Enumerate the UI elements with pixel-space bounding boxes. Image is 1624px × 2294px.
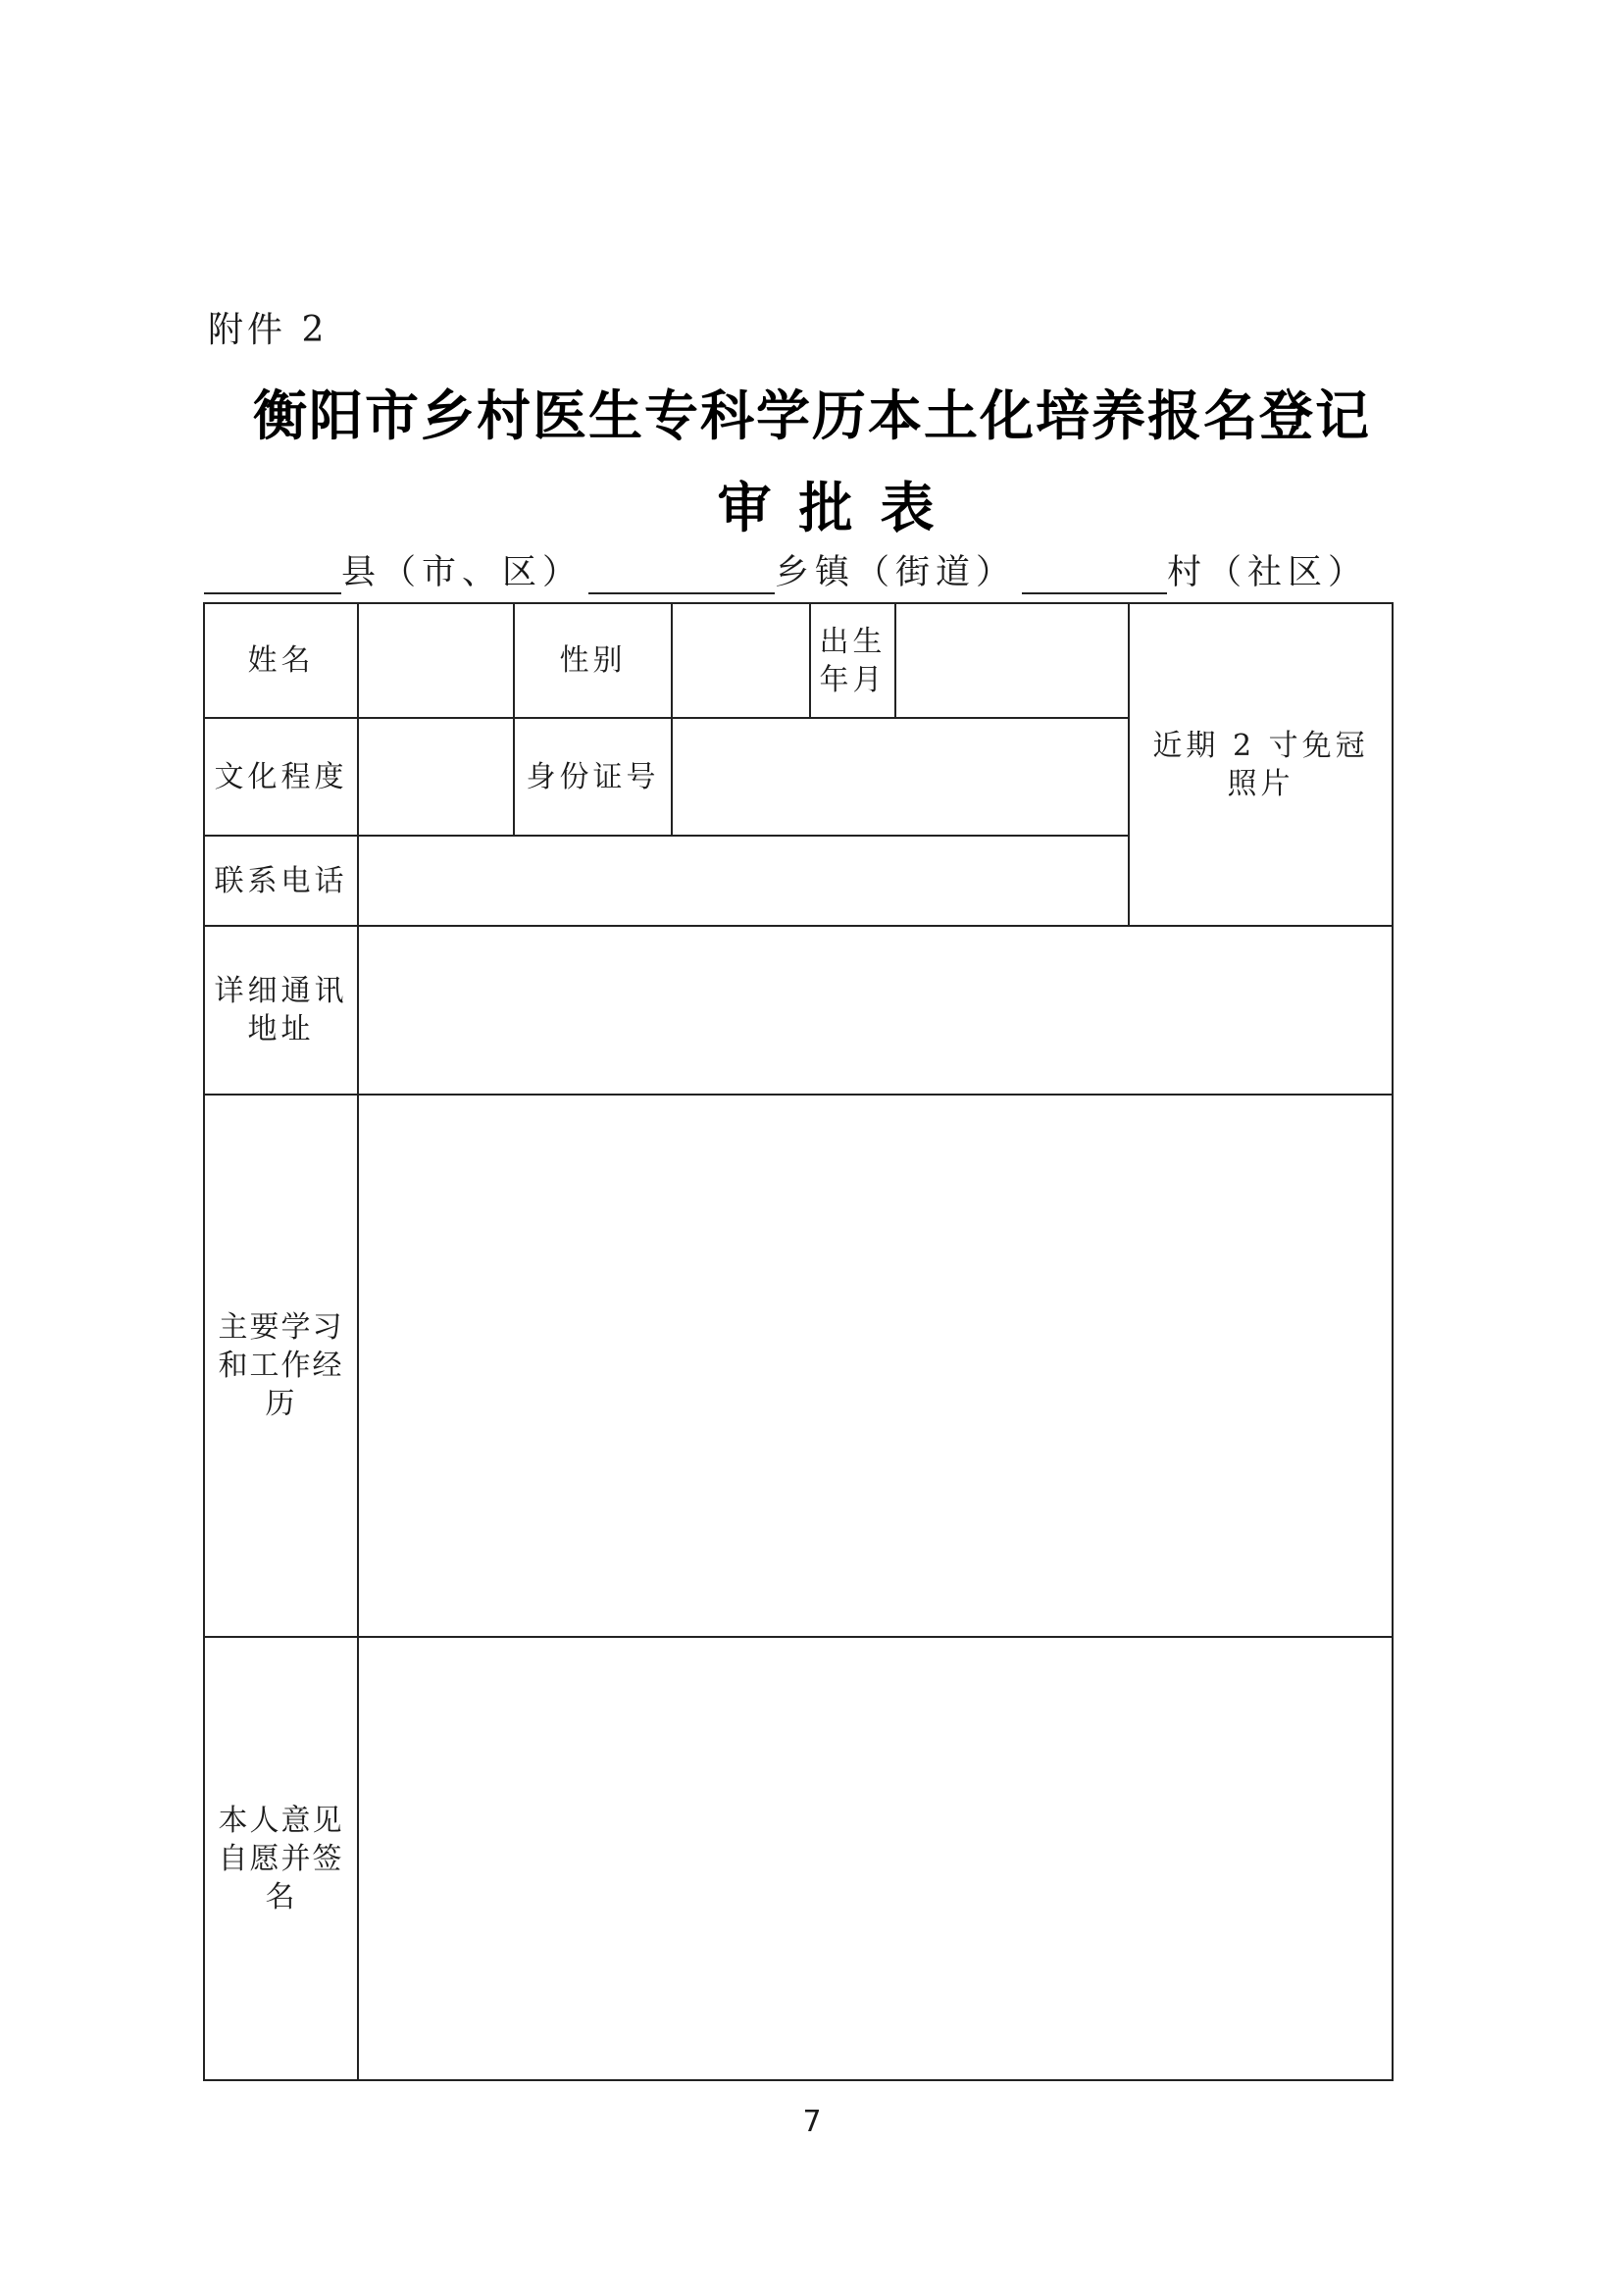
address-label-line2: 地址 <box>247 1012 315 1046</box>
gender-label-cell <box>514 603 672 718</box>
attachment-label: 附件 2 <box>208 310 329 350</box>
birth-label-cell <box>810 603 895 718</box>
education-label-cell <box>204 718 358 836</box>
name-label-cell <box>204 603 358 718</box>
photo-cell[interactable] <box>1129 603 1393 926</box>
name-label: 姓名 <box>247 643 315 678</box>
education-field[interactable] <box>358 718 514 836</box>
town-label: 乡镇（街道） <box>775 553 1017 592</box>
id-number-field[interactable] <box>672 718 1129 836</box>
photo-label-line2: 照片 <box>1227 766 1294 801</box>
address-label-line1: 详细通讯 <box>214 974 348 1008</box>
phone-label: 联系电话 <box>214 863 348 898</box>
opinion-signature-field[interactable] <box>358 1637 1393 2080</box>
phone-field[interactable] <box>358 836 1129 926</box>
village-blank[interactable] <box>1022 553 1167 594</box>
opinion-label-cell <box>204 1637 358 2080</box>
town-blank[interactable] <box>588 553 775 594</box>
id-number-label-cell <box>514 718 672 836</box>
phone-label-cell <box>204 836 358 926</box>
education-label: 文化程度 <box>214 759 348 794</box>
page-number: 7 <box>802 2105 822 2139</box>
county-blank[interactable] <box>204 553 341 594</box>
village-label: 村（社区） <box>1167 553 1369 592</box>
address-label-cell <box>204 926 358 1095</box>
opinion-label-line1: 本人意见 <box>218 1803 344 1838</box>
id-number-label: 身份证号 <box>526 759 660 794</box>
history-label-line2: 和工作经历 <box>218 1349 344 1421</box>
form-title-line2: 审批表 <box>717 477 962 539</box>
name-field[interactable] <box>358 603 514 718</box>
birth-date-field[interactable] <box>895 603 1129 718</box>
gender-label: 性别 <box>559 643 627 678</box>
birth-label-line2: 年月 <box>819 662 887 697</box>
address-field[interactable] <box>358 926 1393 1095</box>
gender-field[interactable] <box>672 603 810 718</box>
county-label: 县（市、区） <box>341 553 584 592</box>
history-field[interactable] <box>358 1095 1393 1637</box>
opinion-label-line2: 自愿并签名 <box>218 1841 344 1914</box>
region-line <box>204 545 1393 594</box>
registration-table <box>203 602 1394 2081</box>
photo-label-line1: 近期 2 寸免冠 <box>1152 728 1369 763</box>
history-label-cell <box>204 1095 358 1637</box>
birth-label-line1: 出生 <box>819 624 887 659</box>
form-title: 衡阳市乡村医生专科学历本土化培养报名登记 <box>252 384 1371 447</box>
history-label-line1: 主要学习 <box>218 1310 344 1345</box>
